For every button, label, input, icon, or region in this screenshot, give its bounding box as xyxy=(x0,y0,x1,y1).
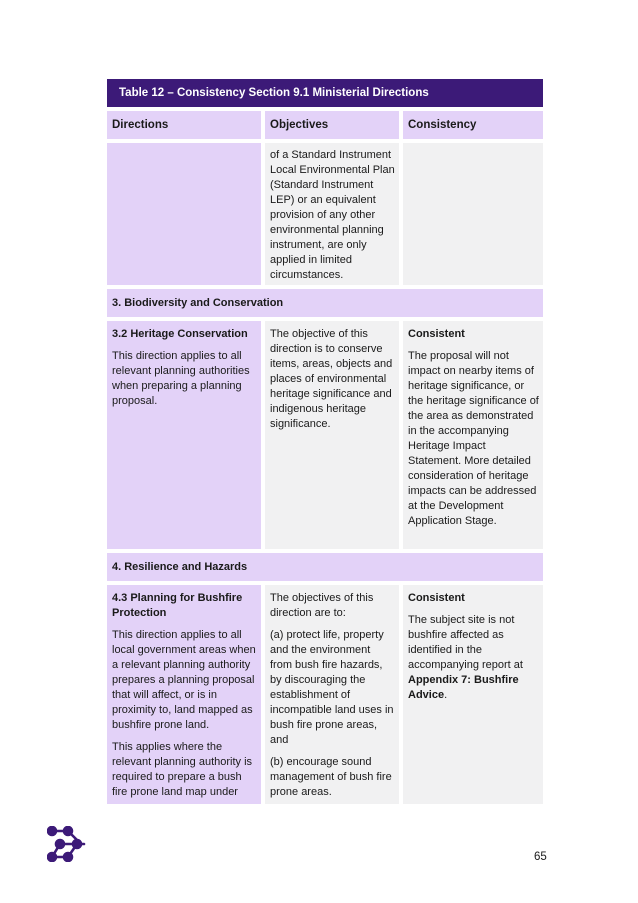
bushfire-objective-intro: The objectives of this direction are to: xyxy=(270,592,374,619)
heritage-direction-title: 3.2 Heritage Conservation xyxy=(112,328,248,340)
table-row-continuation xyxy=(107,143,543,285)
heritage-direction-text: This direction applies to all relevant planning authorities when preparing a planning proposal. xyxy=(112,350,250,407)
table-row-heritage xyxy=(107,321,543,549)
bushfire-direction-cell xyxy=(107,585,261,804)
continuation-objective-cell xyxy=(265,143,399,285)
page-number: 65 xyxy=(534,851,547,863)
ministerial-directions-table xyxy=(107,79,543,804)
header-directions: Directions xyxy=(107,111,261,139)
table-row-bushfire xyxy=(107,585,543,804)
continuation-consistency-cell xyxy=(403,143,543,285)
bushfire-consistency-text xyxy=(408,613,539,703)
bushfire-objective-cell xyxy=(265,585,399,804)
heritage-consistency-cell xyxy=(403,321,543,549)
connected-nodes-logo-icon xyxy=(47,826,89,862)
header-objectives: Objectives xyxy=(265,111,399,139)
bushfire-consistency-cell xyxy=(403,585,543,804)
bushfire-consistency-text-post: . xyxy=(444,689,448,701)
heritage-consistency-title: Consistent xyxy=(408,328,465,340)
bushfire-objective-a: (a) protect life, property and the environment from bush fire hazards, by discouraging the establishment of incompatible land uses in bush fire prone areas, and xyxy=(270,629,394,746)
table-title: Table 12 – Consistency Section 9.1 Ministerial Directions xyxy=(107,79,543,107)
heritage-direction-cell xyxy=(107,321,261,549)
bushfire-consistency-title: Consistent xyxy=(408,592,465,604)
bushfire-consistency-appendix-ref: Appendix 7: Bushfire Advice xyxy=(408,674,519,701)
continuation-direction-cell xyxy=(107,143,261,285)
heritage-consistency-text: The proposal will not impact on nearby items of heritage significance, or the heritage significance of the area as demonstrated in the accompanying Heritage Impact Statement. More detailed consideration of heritage impacts can be addressed at the Development Application Stage. xyxy=(408,350,539,527)
header-consistency: Consistency xyxy=(403,111,543,139)
bushfire-direction-text-1: This direction applies to all local government areas when a relevant planning authority prepares a planning proposal that will affect, or is in proximity to, land mapped as bushfire prone land. xyxy=(112,629,256,731)
heritage-objective-text: The objective of this direction is to conserve items, areas, objects and places of environmental heritage significance and indigenous heritage significance. xyxy=(270,328,393,430)
bushfire-objective-b: (b) encourage sound management of bush fire prone areas. xyxy=(270,756,392,798)
section-heading-resilience: 4. Resilience and Hazards xyxy=(107,553,543,581)
bushfire-direction-title: 4.3 Planning for Bushfire Protection xyxy=(112,592,243,619)
section-heading-biodiversity: 3. Biodiversity and Conservation xyxy=(107,289,543,317)
bushfire-direction-text-2: This applies where the relevant planning authority is required to prepare a bush fire prone land map under xyxy=(112,741,253,798)
continuation-objective-text: of a Standard Instrument Local Environmental Plan (Standard Instrument LEP) or an equivalent provision of any other environmental planning instrument, are only applied in limited circumstances. xyxy=(270,149,395,281)
bushfire-consistency-text-pre: The subject site is not bushfire affected as identified in the accompanying report at xyxy=(408,614,523,671)
heritage-objective-cell xyxy=(265,321,399,549)
logo-svg xyxy=(47,826,89,862)
table-header-row xyxy=(107,111,543,139)
